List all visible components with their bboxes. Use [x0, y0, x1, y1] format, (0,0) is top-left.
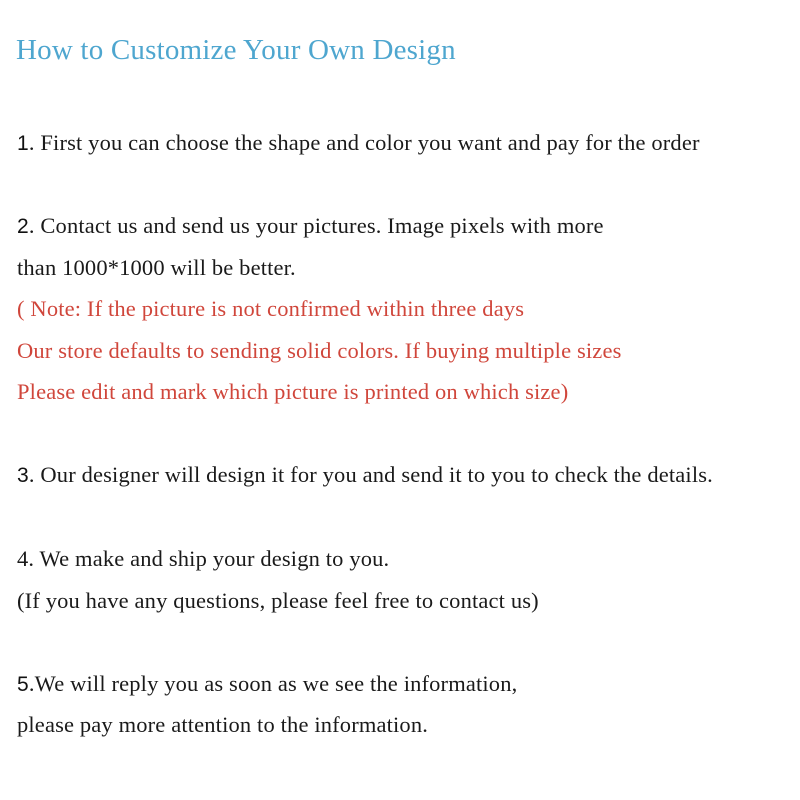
step-5: [17, 671, 517, 697]
step-text: .We will reply you as soon as we see the information,: [28, 671, 518, 696]
step-number: 5: [17, 673, 29, 696]
step-text: . We make and ship your design to you.: [28, 546, 390, 571]
step-5-continuation: please pay more attention to the information.: [17, 712, 429, 737]
step-3: [17, 462, 713, 488]
note-line: Our store defaults to sending solid colors. If buying multiple sizes: [17, 338, 622, 363]
note-line: ( Note: If the picture is not confirmed within three days: [17, 296, 525, 321]
step-2-continuation: than 1000*1000 will be better.: [17, 255, 296, 280]
step-2: [17, 213, 604, 239]
step-number: 2: [17, 215, 29, 238]
step-number: 4: [17, 546, 29, 571]
step-1: [17, 130, 700, 156]
note-line: Please edit and mark which picture is printed on which size): [17, 379, 569, 404]
step-4: [17, 546, 389, 572]
step-4-continuation: (If you have any questions, please feel free to contact us): [17, 588, 539, 613]
step-number: 1: [17, 132, 29, 155]
step-text: . Our designer will design it for you and send it to you to check the details.: [28, 462, 713, 487]
page-title: How to Customize Your Own Design: [16, 34, 456, 66]
step-text: . Contact us and send us your pictures. Image pixels with more: [28, 213, 604, 238]
step-text: . First you can choose the shape and color you want and pay for the order: [28, 130, 700, 155]
step-number: 3: [17, 464, 29, 487]
